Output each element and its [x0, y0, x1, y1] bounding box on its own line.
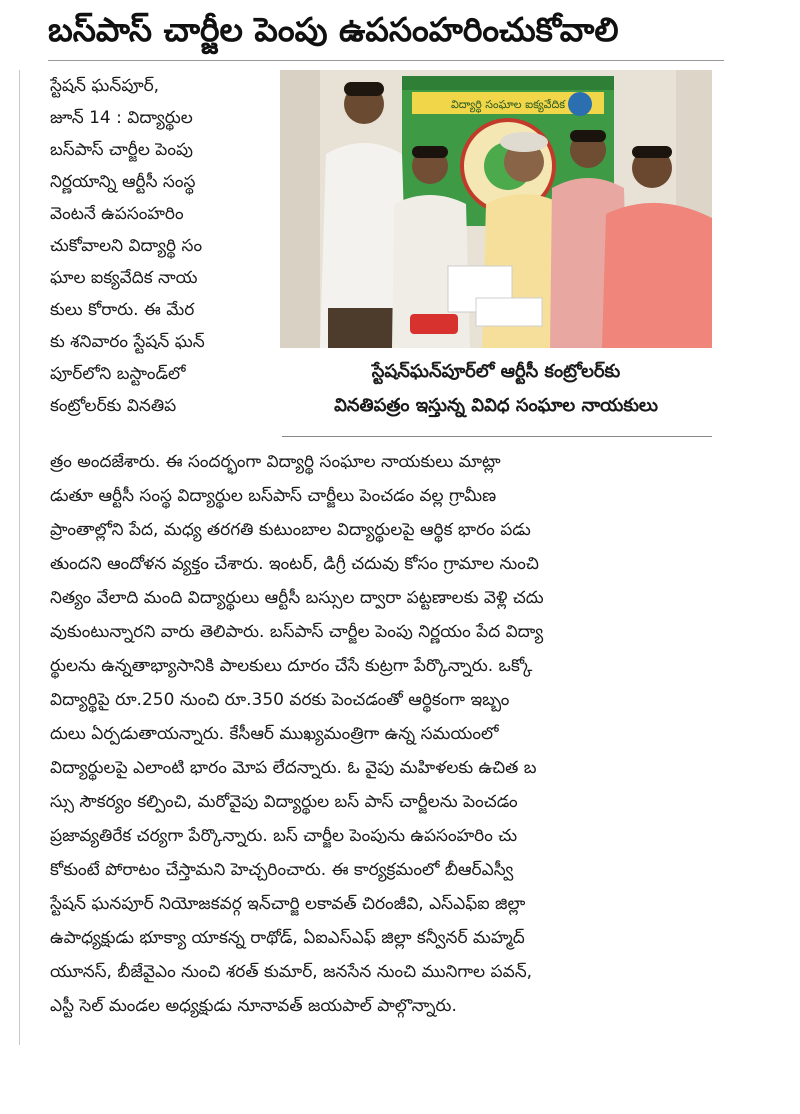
- body-line: కోకుంటే పోరాటం చేస్తామని హెచ్చరించారు. ఈ కార్యక్రమంలో బీఆర్ఎస్వీ: [50, 860, 514, 880]
- column-line: జూన్ 14 : విద్యార్థుల: [50, 108, 193, 128]
- body-line: ప్రజావ్యతిరేక చర్యగా పేర్కొన్నారు. బస్ చార్జీల పెంపును ఉపసంహరిం చు: [50, 826, 518, 846]
- column-line: నిర్ణయాన్ని ఆర్టీసీ సంస్థ: [50, 172, 196, 192]
- page-edge-rule: [19, 70, 20, 1045]
- column-line: ఘాల ఐక్యవేదిక నాయ: [50, 268, 198, 288]
- column-line: పూర్‌లోని బస్టాండ్‌లో: [50, 364, 186, 384]
- article-headline: బస్‌పాస్ చార్జీల పెంపు ఉపసంహరించుకోవాలి: [48, 10, 619, 49]
- body-line: డుతూ ఆర్టీసీ సంస్థ విద్యార్థుల బస్‌పాస్ చార్జీలు పెంచడం వల్ల గ్రామీణ: [50, 486, 497, 506]
- column-line: చుకోవాలని విద్యార్థి సం: [50, 236, 203, 256]
- banner-text: విద్యార్థి సంఘాల ఐక్యవేదిక: [450, 98, 566, 111]
- body-line: ప్రాంతాల్లోని పేద, మధ్య తరగతి కుటుంబాల విద్యార్థులపై ఆర్థిక భారం పడు: [50, 520, 531, 540]
- column-line: కు శనివారం స్టేషన్ ఘన్: [50, 332, 205, 352]
- column-line: వెంటనే ఉపసంహరిం: [50, 204, 184, 224]
- body-line: ఉపాధ్యక్షుడు భూక్యా యాకన్న రాథోడ్, ఏఐఎస్ఎఫ్ జిల్లా కన్వీనర్ మహ్మద్: [50, 928, 525, 948]
- column-line: బస్‌పాస్ చార్జీల పెంపు: [50, 140, 193, 160]
- body-line: విద్యార్థిపై రూ.250 నుంచి రూ.350 వరకు పెంచడంతో ఆర్థికంగా ఇబ్బం: [50, 690, 510, 710]
- body-line: త్రం అందజేశారు. ఈ సందర్భంగా విద్యార్థి సంఘాల నాయకులు మాట్లా: [50, 452, 501, 472]
- body-line: స్సు సౌకర్యం కల్పించి, మరోవైపు విద్యార్థుల బస్ పాస్ చార్జీలను పెంచడం: [50, 792, 518, 812]
- column-line: స్టేషన్ ఘన్‌పూర్,: [50, 76, 160, 96]
- body-line: ర్థులను ఉన్నతాభ్యాసానికి పాలకులు దూరం చేసే కుట్రగా పేర్కొన్నారు. ఒక్కో: [50, 656, 533, 676]
- body-line: నిత్యం వేలాది మంది విద్యార్థులు ఆర్టీసీ బస్సుల ద్వారా పట్టణాలకు వెళ్లి చదు: [50, 588, 544, 608]
- caption-divider: [282, 436, 712, 437]
- headline-divider: [48, 60, 724, 61]
- photo-caption-line-1: స్టేషన్‌ఘన్‌పూర్‌లో ఆర్టీసీ కంట్రోలర్‌కు: [371, 361, 621, 382]
- news-photo: [280, 70, 712, 348]
- body-line: యూనస్, బీజేవైఎం నుంచి శరత్ కుమార్, జనసేన నుంచి మునిగాల పవన్,: [50, 962, 533, 982]
- column-line: కంట్రోలర్‌కు వినతిప: [50, 396, 177, 416]
- body-line: స్టేషన్ ఘనపూర్ నియోజకవర్గ ఇన్‌చార్జి లకావత్ చిరంజీవి, ఎస్ఎఫ్ఐ జిల్లా: [50, 894, 526, 914]
- body-line: ఎస్టీ సెల్ మండల అధ్యక్షుడు నూనావత్ జయపాల్ పాల్గొన్నారు.: [50, 996, 457, 1016]
- column-line: కులు కోరారు. ఈ మేర: [50, 300, 195, 320]
- body-line: విద్యార్థులపై ఎలాంటి భారం మోప లేదన్నారు. ఓ వైపు మహిళలకు ఉచిత బ: [50, 758, 537, 778]
- body-line: తుందని ఆందోళన వ్యక్తం చేశారు. ఇంటర్, డిగ్రీ చదువు కోసం గ్రామాల నుంచి: [50, 554, 539, 574]
- body-line: దులు ఏర్పడుతాయన్నారు. కేసీఆర్ ముఖ్యమంత్రిగా ఉన్న సమయంలో: [50, 724, 499, 744]
- photo-caption-line-2: వినతిపత్రం ఇస్తున్న వివిధ సంఘాల నాయకులు: [334, 395, 658, 416]
- body-line: వుకుంటున్నారని వారు తెలిపారు. బస్‌పాస్ చార్జీల పెంపు నిర్ణయం పేద విద్యా: [50, 622, 544, 642]
